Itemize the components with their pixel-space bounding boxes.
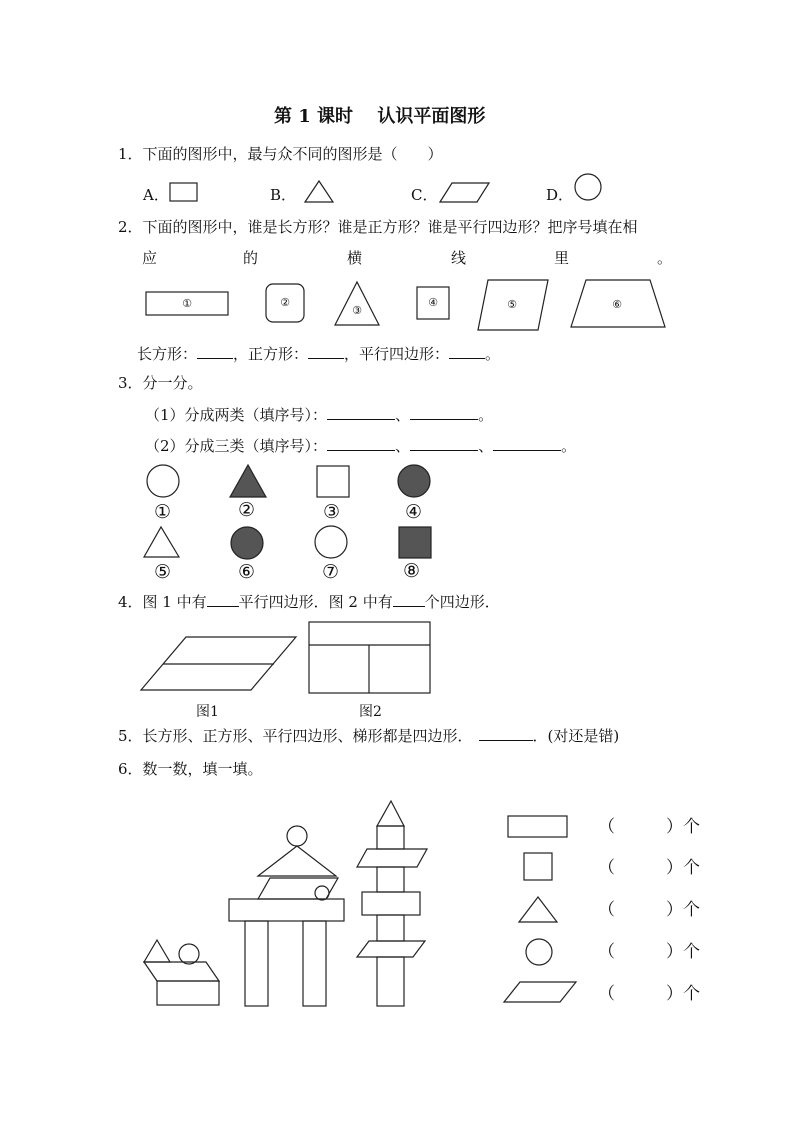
q4-figure-2 [309, 622, 430, 693]
q3-sub2-label: （2）分成三类（填序号）： [145, 437, 328, 455]
q2-line2-char-6: 。 [657, 249, 673, 267]
q3-shape-3-white-square [317, 466, 349, 497]
q3-label-4: ④ [405, 501, 423, 523]
q3-shape-5-white-triangle [144, 527, 179, 557]
q2-line2-char-4: 线 [451, 249, 467, 267]
q2-line2-char-2: 的 [243, 249, 259, 267]
q2-shape-label-1: ① [182, 297, 192, 310]
q6-building-picture [144, 801, 427, 1006]
q2-parallelogram-label: ，平行四边形： [344, 345, 450, 363]
building-pillar-right [303, 921, 326, 1006]
legend-parallelogram-shape [504, 982, 576, 1002]
q6-count-row-4: （ ）个 [598, 942, 700, 962]
q3-sub1-separator: 、 [395, 406, 411, 424]
q3-label-5: ⑤ [154, 561, 172, 583]
q6-count-row-3: （ ）个 [598, 900, 700, 920]
q4-text-b: 平行四边形．图 2 中有 [238, 593, 393, 611]
tower-parallelogram-1 [357, 849, 427, 867]
q3-shape-1-white-circle [147, 465, 179, 497]
q3-label-6: ⑥ [238, 561, 256, 583]
q3-sub1-end: 。 [478, 406, 494, 424]
q3-shape-7-white-circle [315, 526, 347, 558]
tower-top-rectangle [377, 826, 404, 849]
q2-square-label: ，正方形： [233, 345, 309, 363]
q4-text-c: 个四边形． [424, 593, 500, 611]
q5-text: 5．长方形、正方形、平行四边形、梯形都是四边形． [118, 727, 473, 745]
page-title: 第 1 课时 认识平面图形 [274, 106, 486, 127]
building-pillar-left [245, 921, 268, 1006]
question-2-text-line1: 2．下面的图形中，谁是长方形？谁是正方形？谁是平行四边形？把序号填在相 [118, 218, 638, 236]
q1-circle-shape [575, 174, 601, 200]
question-3-text: 3．分一分。 [118, 374, 203, 392]
q2-rectangle-label: 长方形： [137, 345, 198, 363]
q2-end-mark: 。 [485, 345, 501, 363]
q2-line2-char-3: 横 [347, 249, 363, 267]
tower-base-rectangle [377, 957, 404, 1006]
q3-shape-8-dark-square [399, 527, 431, 558]
q6-count-row-5: （ ）个 [598, 984, 700, 1004]
building-top-triangle [258, 846, 336, 876]
q6-count-row-2: （ ）个 [598, 858, 700, 878]
legend-rectangle-shape [508, 816, 567, 837]
question-6-text: 6．数一数，填一填。 [118, 760, 263, 778]
tower-wide-rectangle [362, 892, 420, 915]
tower-rectangle-2 [377, 867, 404, 892]
q3-sub2-separator-1: 、 [395, 437, 411, 455]
q1-option-a-label: A． [143, 186, 169, 204]
legend-square-shape [524, 853, 552, 880]
q2-shape-label-3: ③ [352, 304, 362, 317]
q1-parallelogram-shape [440, 183, 489, 202]
tower-parallelogram-2 [357, 941, 425, 957]
q3-sub2-end: 。 [561, 437, 577, 455]
q3-shape-4-dark-circle [398, 465, 430, 497]
legend-triangle-shape [519, 897, 557, 922]
building-small-rectangle [157, 981, 219, 1005]
building-beam-rectangle [229, 899, 344, 921]
q1-triangle-shape [305, 181, 333, 202]
tower-rectangle-3 [377, 915, 404, 941]
q6-count-row-1: （ ）个 [598, 817, 700, 837]
q3-label-2: ② [238, 499, 256, 521]
q1-option-b-label: B． [270, 186, 297, 204]
q3-label-7: ⑦ [322, 561, 340, 583]
q1-rectangle-shape [170, 183, 197, 201]
building-mid-parallelogram [258, 878, 338, 899]
q3-label-1: ① [154, 501, 172, 523]
fig1-caption: 图1 [196, 704, 219, 720]
q2-shape-label-5: ⑤ [507, 298, 517, 311]
q2-line2-char-5: 里 [554, 249, 570, 267]
q2-line2-char-1: 应 [142, 249, 158, 267]
q3-label-3: ③ [323, 501, 341, 523]
q2-shape-label-4: ④ [428, 296, 438, 309]
building-small-parallelogram [144, 962, 219, 981]
q3-sub2-separator-2: 、 [478, 437, 494, 455]
q3-shape-2-dark-triangle [230, 465, 266, 497]
fig2-caption: 图2 [359, 704, 382, 720]
q3-sub1-label: （1）分成两类（填序号）： [145, 406, 328, 424]
q2-shape-label-6: ⑥ [612, 298, 622, 311]
building-mid-circle [315, 886, 329, 900]
q4-figure-1 [141, 637, 296, 690]
q4-text-a: 4．图 1 中有 [118, 593, 207, 611]
tower-top-triangle [377, 801, 404, 826]
q1-option-c-label: C． [411, 186, 438, 204]
building-small-triangle [144, 940, 170, 962]
q3-label-8: ⑧ [403, 560, 421, 582]
q2-shape-label-2: ② [280, 296, 290, 309]
legend-circle-shape [526, 939, 552, 965]
building-top-circle [287, 826, 307, 846]
building-small-circle [179, 944, 199, 964]
q5-tail: ．(对还是错) [532, 727, 620, 745]
q3-shape-6-dark-circle [231, 527, 263, 559]
question-1-text: 1．下面的图形中，最与众不同的图形是（ ） [118, 145, 443, 163]
q1-option-d-label: D． [546, 186, 574, 204]
